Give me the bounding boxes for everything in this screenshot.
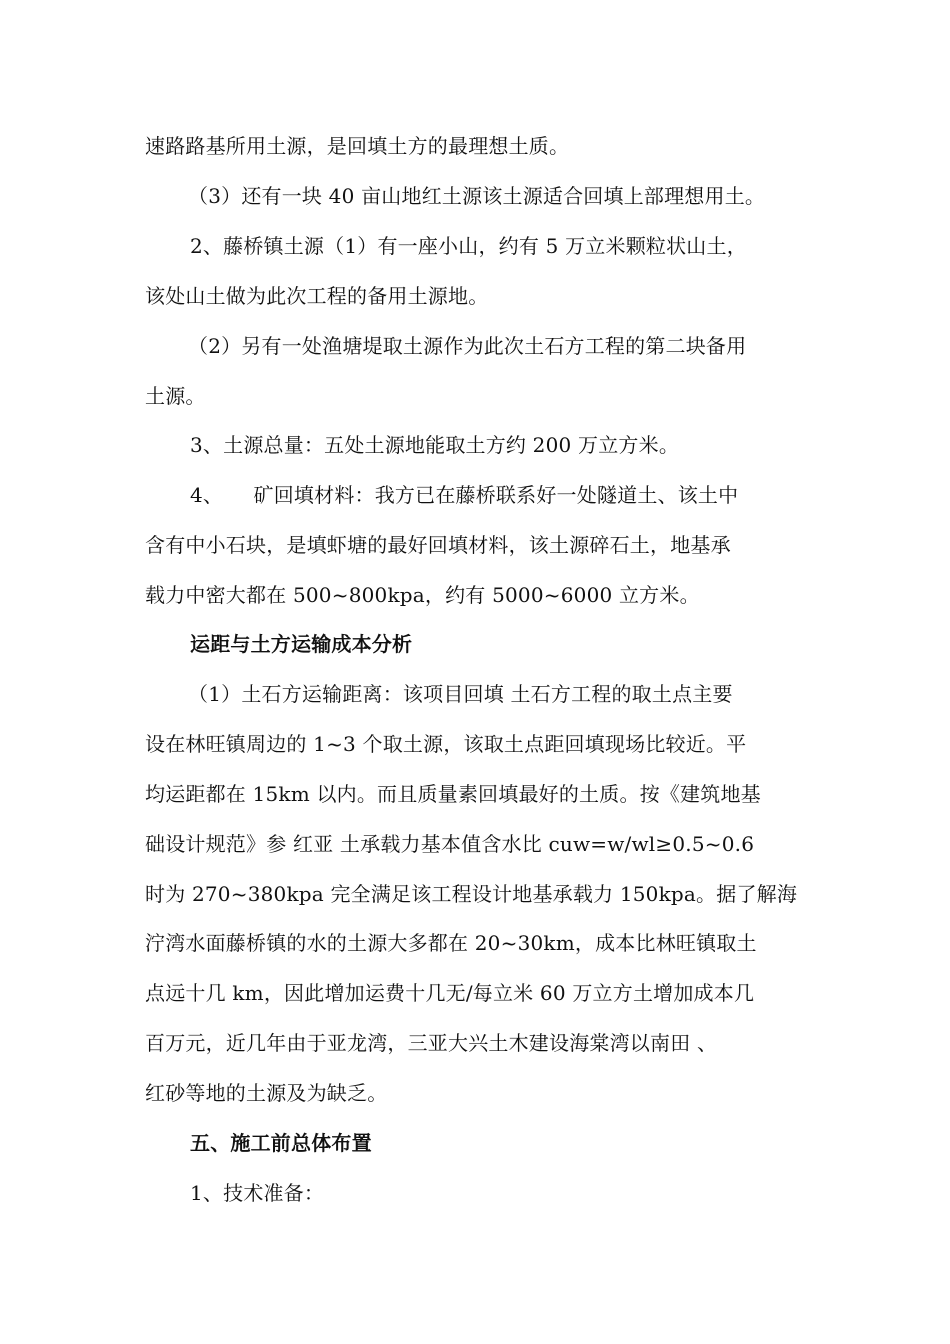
section-heading: 运距与土方运输成本分析	[190, 632, 413, 656]
section-heading: 五、施工前总体布置	[190, 1131, 372, 1155]
paragraph-line: 设在林旺镇周边的 1~3 个取土源，该取土点距回填现场比较近。平	[145, 732, 747, 756]
paragraph-line: （3）还有一块 40 亩山地红土源该土源适合回填上部理想用土。	[188, 184, 766, 208]
paragraph-line: 百万元，近几年由于亚龙湾，三亚大兴土木建设海棠湾以南田 、	[145, 1031, 718, 1055]
paragraph-line: 3、土源总量：五处土源地能取土方约 200 万立方米。	[190, 433, 680, 457]
paragraph-line: 速路路基所用土源，是回填土方的最理想土质。	[145, 134, 570, 158]
paragraph-line: 4、 矿回填材料：我方已在藤桥联系好一处隧道土、该土中	[190, 483, 739, 507]
paragraph-line: 泞湾水面藤桥镇的水的土源大多都在 20~30km，成本比林旺镇取土	[145, 931, 757, 955]
paragraph-line: 础设计规范》参 红亚 土承载力基本值含水比 cuw=w/wl≥0.5~0.6	[145, 832, 755, 856]
paragraph-line: 载力中密大都在 500~800kpa，约有 5000~6000 立方米。	[145, 583, 700, 607]
paragraph-line: 1、技术准备：	[190, 1181, 325, 1205]
paragraph-line: 红砂等地的土源及为缺乏。	[145, 1081, 388, 1105]
paragraph-line: 2、藤桥镇土源（1）有一座小山，约有 5 万立米颗粒状山土，	[190, 234, 747, 258]
paragraph-line: 均运距都在 15km 以内。而且质量素回填最好的土质。按《建筑地基	[145, 782, 761, 806]
paragraph-line: 点远十几 km，因此增加运费十几无/每立米 60 万立方土增加成本几	[145, 981, 755, 1005]
paragraph-line: 时为 270~380kpa 完全满足该工程设计地基承载力 150kpa。据了解海	[145, 882, 798, 906]
paragraph-line: 土源。	[145, 384, 206, 408]
paragraph-line: （1）土石方运输距离：该项目回填 土石方工程的取土点主要	[188, 682, 733, 706]
paragraph-line: （2）另有一处渔塘堤取土源作为此次土石方工程的第二块备用	[188, 334, 747, 358]
paragraph-line: 含有中小石块，是填虾塘的最好回填材料，该土源碎石土，地基承	[145, 533, 731, 557]
paragraph-line: 该处山土做为此次工程的备用土源地。	[145, 284, 489, 308]
